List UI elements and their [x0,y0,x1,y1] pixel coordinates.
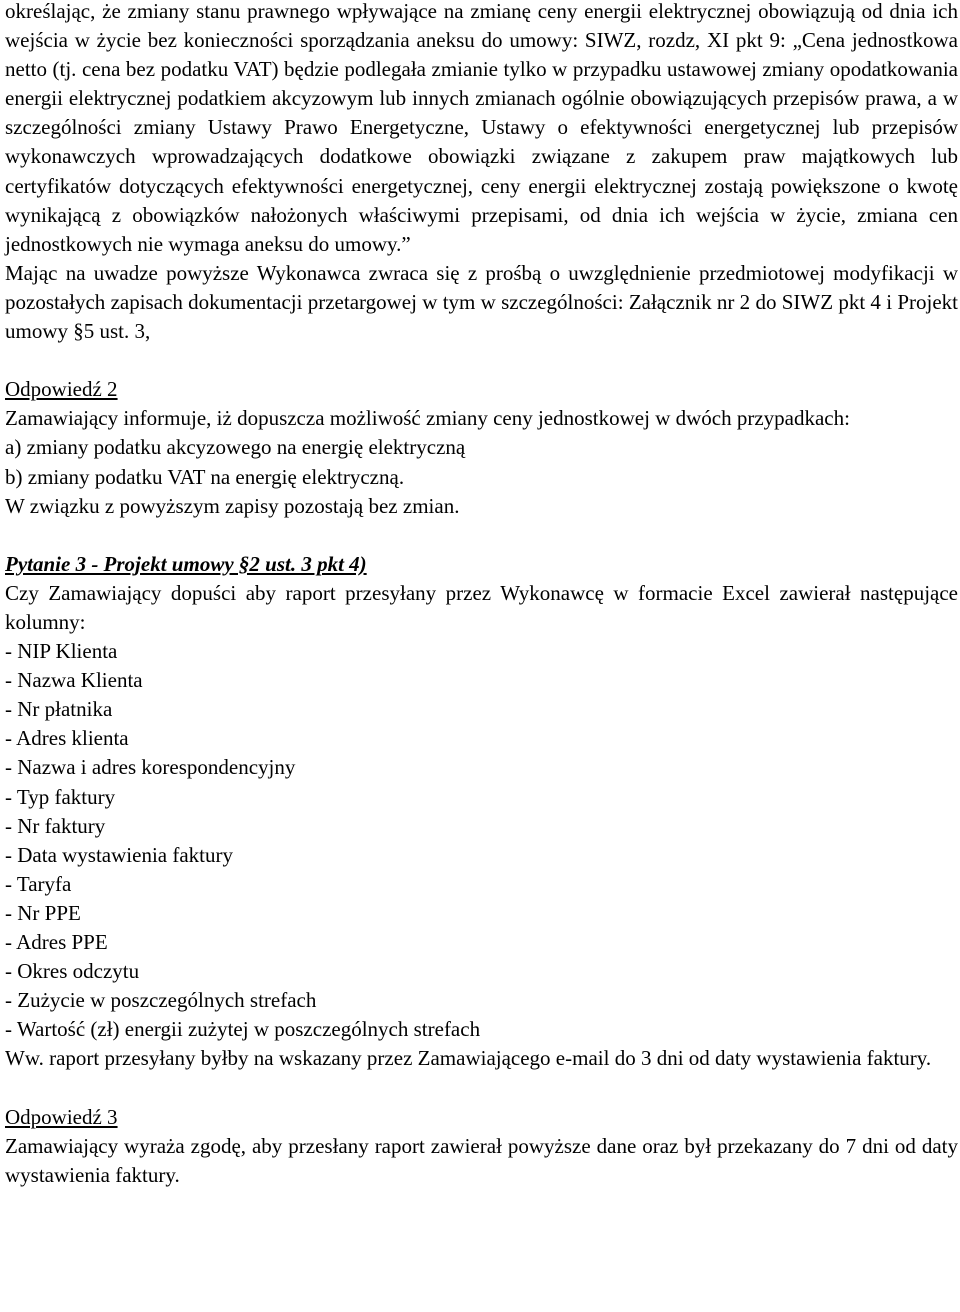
spacer [5,346,958,375]
list-item: - Adres klienta [5,726,129,751]
answer-2-item-b: b) zmiany podatku VAT na energię elektryczną. [5,464,405,489]
spacer [5,521,958,550]
intro-paragraph: określając, że zmiany stanu prawnego wpływające na zmianę ceny energii elektrycznej obowiązują od dnia ich wejścia w życie bez konieczności sporządzania aneksu do umowy: SIWZ, rozdz, XI pkt 9: „Cena jednostkowa netto (tj. cena bez podatku VAT) będzie podlegała zmianie tylko w przypadku ustawowej zmiany opodatkowania energii elektrycznej podatkiem akcyzowym lub innych zmianach ogólnie obowiązujących przepisów prawa, a w szczególności zmiany Ustawy Prawo Energetyczne, Ustawy o efektywności energetycznej lub przepisów wykonawczych wprowadzających dodatkowe obowiązki związane z zakupem praw majątkowych lub certyfikatów dotyczących efektywności energetycznej, ceny energii elektrycznej zostają powiększone o kwotę wynikającą z obowiązków nałożonych właściwymi przepisami, od dnia ich wejścia w życie, zmiana cen jednostkowych nie wymaga aneksu do umowy.” [5,0,958,256]
list-item: - Taryfa [5,871,72,896]
modification-request: Mając na uwadze powyższe Wykonawca zwraca się z prośbą o uwzględnienie przedmiotowej modyfikacji w pozostałych zapisach dokumentacji przetargowej w tym w szczególności: Załącznik nr 2 do SIWZ pkt 4 i Projekt umowy §5 ust. 3, [5,260,958,344]
list-item: - Nazwa i adres korespondencyjny [5,755,296,780]
question-3-text: Czy Zamawiający dopuści aby raport przesyłany przez Wykonawcę w formacie Excel zawierał następujące kolumny: [5,580,958,634]
answer-3-heading: Odpowiedź 3 [5,1104,118,1129]
report-columns-list [5,637,958,1044]
list-item: - Nr płatnika [5,697,113,722]
list-item: - Data wystawienia faktury [5,842,233,867]
list-item: - NIP Klienta [5,639,118,664]
list-item: - Zużycie w poszczególnych strefach [5,988,317,1013]
list-item: - Nr faktury [5,813,106,838]
answer-2-item-a: a) zmiany podatku akcyzowego na energię elektryczną [5,435,466,460]
list-item: - Typ faktury [5,784,116,809]
question-3-closing: Ww. raport przesyłany byłby na wskazany przez Zamawiającego e-mail do 3 dni od daty wystawienia faktury. [5,1046,932,1071]
list-item: - Nazwa Klienta [5,668,143,693]
document-page [5,0,958,1190]
list-item: - Nr PPE [5,900,81,925]
answer-2-text: Zamawiający informuje, iż dopuszcza możliwość zmiany ceny jednostkowej w dwóch przypadkach: [5,406,850,431]
question-3-heading: Pytanie 3 - Projekt umowy §2 ust. 3 pkt 4) [5,551,367,576]
spacer [5,1073,958,1102]
list-item: - Wartość (zł) energii zużytej w poszczególnych strefach [5,1017,481,1042]
answer-2-heading: Odpowiedź 2 [5,377,118,402]
answer-2-conclusion: W związku z powyższym zapisy pozostają bez zmian. [5,493,460,518]
list-item: - Adres PPE [5,930,108,954]
list-item: - Okres odczytu [5,959,140,984]
answer-3-text: Zamawiający wyraża zgodę, aby przesłany raport zawierał powyższe dane oraz był przekazany do 7 dni od daty wystawienia faktury. [5,1133,958,1187]
